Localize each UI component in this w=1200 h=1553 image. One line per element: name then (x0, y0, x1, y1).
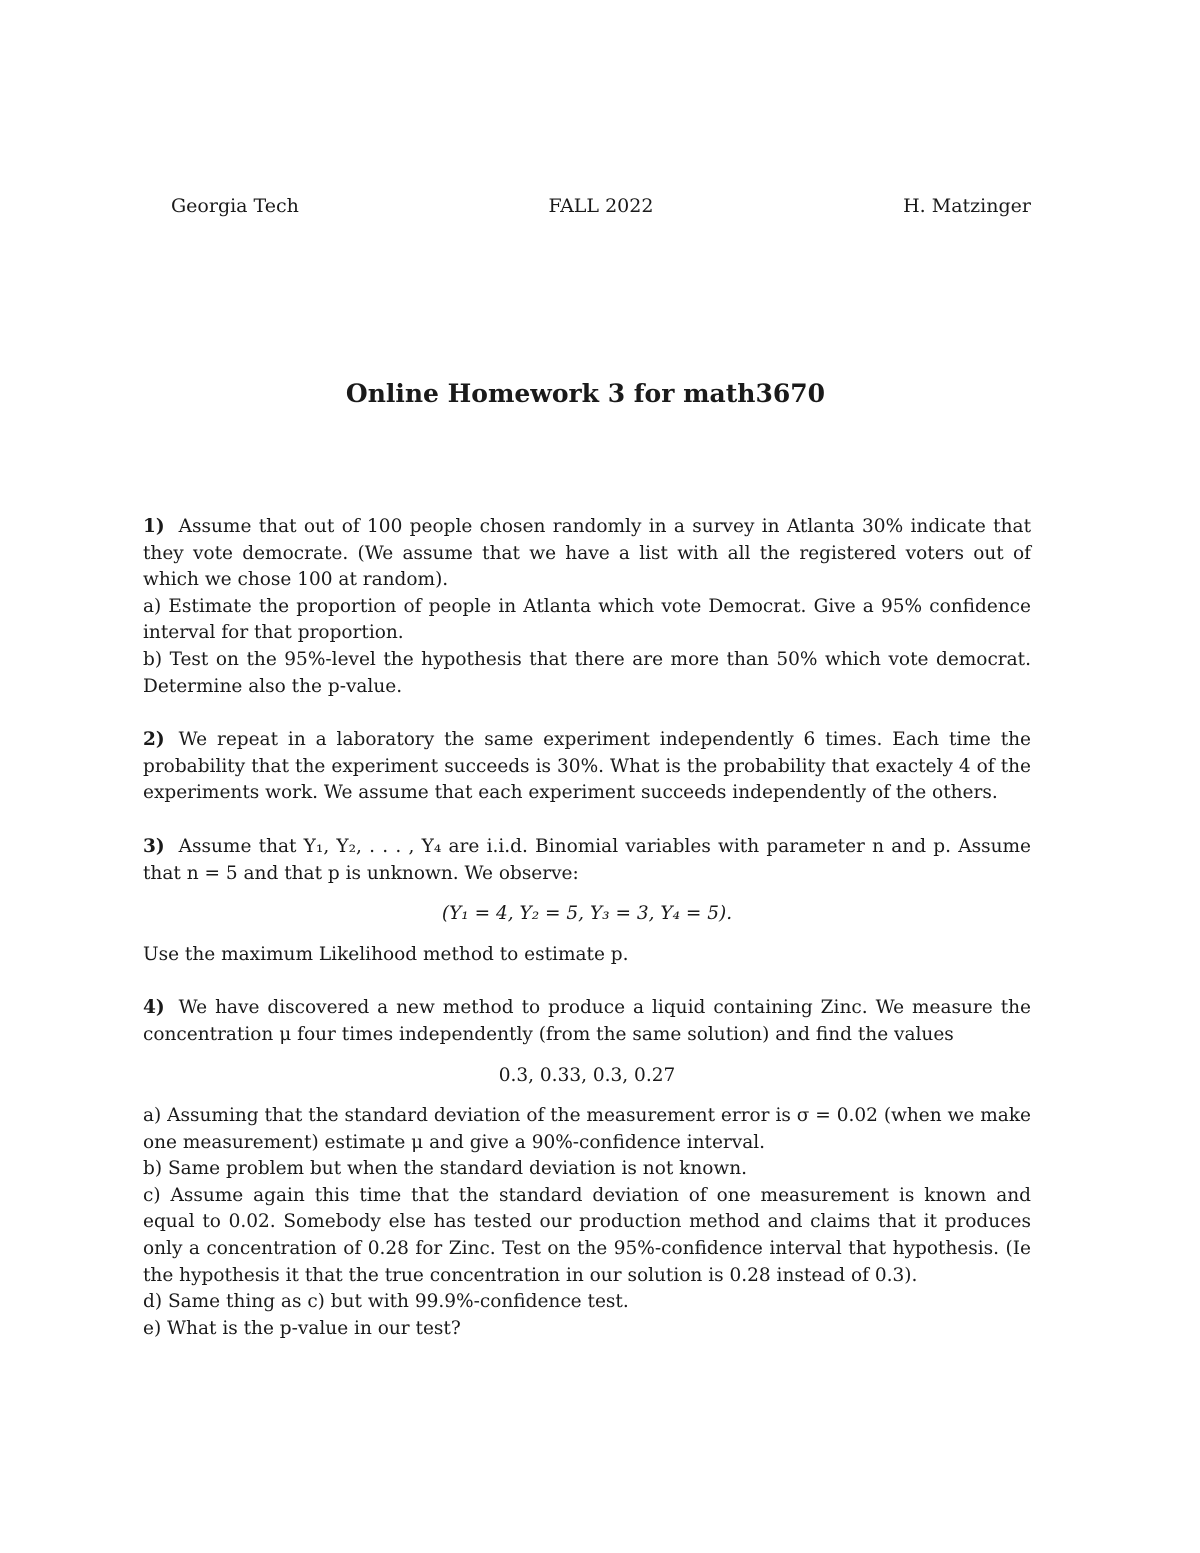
problem-4-statement (143, 995, 1031, 1048)
problem-4-intro: We have discovered a new method to produce a liquid containing Zinc. We measure the concentration μ four times independently (from the same solution) and find the values (143, 997, 1031, 1045)
problem-3-intro: Assume that Y₁, Y₂, . . . , Y₄ are i.i.d. Binomial variables with parameter n and p. Assume that n = 5 and that p is unknown. We observe: (143, 835, 1031, 884)
page-header (171, 195, 1031, 217)
problem-3-outro: Use the maximum Likelihood method to estimate p. (143, 943, 629, 965)
problem-3-statement (143, 834, 1031, 887)
problem-list (143, 514, 1031, 1369)
problem-1-statement (143, 514, 1031, 594)
header-author: H. Matzinger (903, 195, 1031, 217)
problem-number: 4) (143, 997, 165, 1019)
header-term: FALL 2022 (548, 195, 654, 217)
problem-1-part-b: b) Test on the 95%-level the hypothesis that there are more than 50% which vote democrat. Determine also the p-value. (143, 648, 1031, 697)
problem-1 (143, 514, 1031, 700)
problem-number: 1) (143, 516, 165, 537)
problem-2 (143, 727, 1031, 807)
problem-4-part-e: e) What is the p-value in our test? (143, 1317, 461, 1339)
problem-1-part-a: a) Estimate the proportion of people in Atlanta which vote Democrat. Give a 95% confidence interval for that proportion. (143, 595, 1031, 644)
problem-4-values: 0.3, 0.33, 0.3, 0.27 (498, 1064, 676, 1086)
problem-4-part-a: a) Assuming that the standard deviation of the measurement error is σ = 0.02 (when we make one measurement) estimate μ and give a 90%-confidence interval. (143, 1105, 1031, 1153)
document-title: Online Homework 3 for math3670 (345, 379, 826, 408)
problem-2-text: We repeat in a laboratory the same experiment independently 6 times. Each time the probability that the experiment succeeds is 30%. What is the probability that exactely 4 of the experiments work. We assume that each experiment succeeds independently of the others. (143, 729, 1031, 804)
problem-number: 3) (143, 835, 165, 857)
problem-2-statement (143, 727, 1031, 807)
problem-4-part-b: b) Same problem but when the standard deviation is not known. (143, 1158, 748, 1180)
problem-number: 2) (143, 729, 165, 751)
problem-4 (143, 995, 1031, 1342)
problem-3-observations: (Y₁ = 4, Y₂ = 5, Y₃ = 3, Y₄ = 5). (441, 903, 733, 925)
problem-3 (143, 834, 1031, 968)
problem-1-text: Assume that out of 100 people chosen randomly in a survey in Atlanta 30% indicate that they vote democrate. (We assume that we have a list with all the registered voters out of which we chose 100 at random). (143, 516, 1031, 591)
header-institution: Georgia Tech (171, 195, 299, 217)
problem-4-part-c: c) Assume again this time that the standard deviation of one measurement is known and equal to 0.02. Somebody else has tested our production method and claims that it produces only a concentration of 0.28 for Zinc. Test on the 95%-confidence interval that hypothesis. (Ie the hypothesis it that the true concentration in our solution is 0.28 instead of 0.3). (143, 1184, 1031, 1286)
problem-4-part-d: d) Same thing as c) but with 99.9%-confidence test. (143, 1291, 629, 1313)
